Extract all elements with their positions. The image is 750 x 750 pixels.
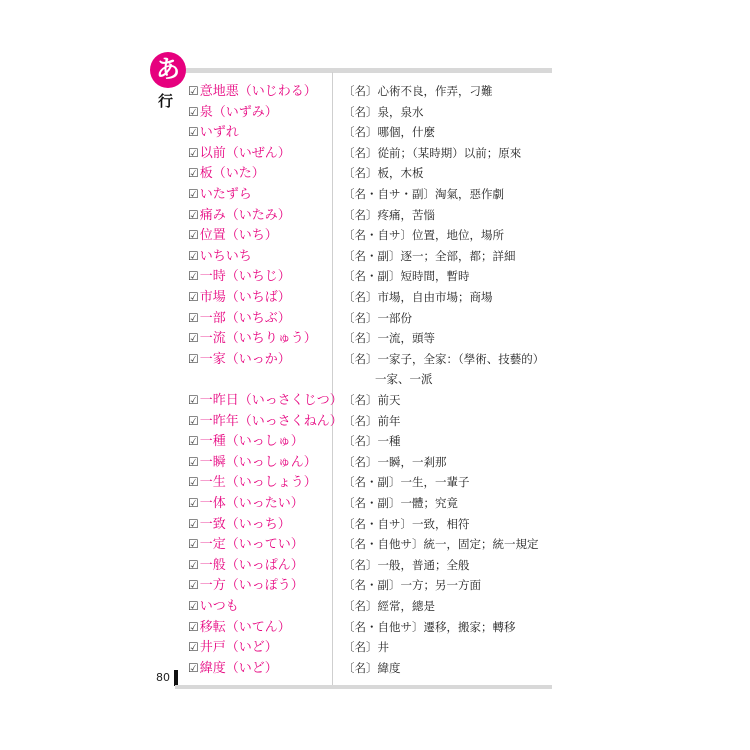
vocab-definition: 〔名・副〕短時間，暫時 [343,269,470,284]
vocab-term-text: いちいち [199,248,252,264]
vocab-row [0,472,750,493]
vocab-row [0,575,750,596]
vocab-row [0,102,750,123]
vocab-row [0,617,750,638]
vocab-row [0,328,750,349]
vocab-term [188,534,304,555]
vocab-row [0,81,750,102]
vocab-term [188,287,291,308]
vocab-definition: 〔名〕一般，普通；全般 [343,557,470,572]
vocab-definition: 〔名〕井 [343,640,389,655]
vocab-term [188,596,239,617]
vocab-term [188,102,278,123]
vocab-row [0,514,750,535]
checkbox-icon[interactable]: ☑ [188,331,199,346]
vocab-row [0,205,750,226]
checkbox-icon[interactable]: ☑ [188,351,199,366]
vocab-term-text: 一流（いちりゅう） [199,331,317,347]
vocab-term [188,493,304,514]
vocab-definition: 〔名〕心術不良，作弄，刁難 [343,84,493,98]
vocab-term [188,349,291,370]
vocab-term [188,411,343,432]
vocab-definition: 〔名〕一家子，全家：（學術、技藝的） [343,351,545,366]
vocab-row [0,287,750,308]
vocab-term [188,184,252,205]
vocab-definition: 〔名・副〕逐一；全部，都；詳細 [343,248,516,263]
checkbox-icon[interactable]: ☑ [188,393,199,407]
vocab-row [0,122,750,143]
vocab-term-text: 一種（いっしゅ） [199,434,304,450]
vocab-definition: 〔名〕泉，泉水 [343,104,424,119]
vocab-term [188,308,291,329]
vocab-term [188,555,304,576]
checkbox-icon[interactable]: ☑ [188,145,199,160]
vocab-term-text: 一昨日（いっさくじつ） [199,393,343,408]
vocab-definition-continued: 一家、一派 [375,372,433,387]
bottom-rule [175,685,552,689]
vocab-row [0,555,750,576]
checkbox-icon[interactable]: ☑ [188,269,199,284]
checkbox-icon[interactable]: ☑ [188,454,199,469]
vocab-definition: 〔名〕哪個，什麼 [343,125,435,140]
vocab-definition: 〔名〕緯度 [343,660,401,675]
vocab-term-text: いつも [199,599,239,614]
vocab-definition: 〔名〕經常，總是 [343,599,435,613]
vocab-row [0,143,750,164]
vocab-term [188,163,265,184]
vocab-term-text: 痛み（いたみ） [199,207,291,223]
checkbox-icon[interactable]: ☑ [188,166,199,181]
vocab-term [188,225,278,246]
checkbox-icon[interactable]: ☑ [188,496,199,510]
vocab-definition: 〔名〕市場，自由市場；商場 [343,290,493,304]
vocab-definition: 〔名〕一部份 [343,310,412,325]
page-number: 80 [156,671,170,684]
vocab-row [0,163,750,184]
vocab-term [188,390,343,411]
vocab-definition: 〔名・副〕一方；另一方面 [343,578,481,593]
vocab-term-text: 一体（いったい） [199,496,304,511]
vocab-definition: 〔名・自他サ〕統一，固定；統一規定 [343,537,539,552]
checkbox-icon[interactable]: ☑ [188,104,199,119]
vocab-term-text: 一定（いってい） [199,537,304,553]
vocab-definition: 〔名・自サ・副〕淘氣，惡作劇 [343,187,504,201]
checkbox-icon[interactable]: ☑ [188,310,199,325]
vocab-term-text: いたずら [199,187,252,202]
checkbox-icon[interactable]: ☑ [188,619,199,634]
checkbox-icon[interactable]: ☑ [188,207,199,222]
vocab-term-text: 一部（いちぶ） [199,310,291,326]
vocab-term-text: 一昨年（いっさくねん） [199,413,343,429]
section-label: 行 [158,92,174,110]
vocab-term-text: 一瞬（いっしゅん） [199,454,317,470]
page-marker [174,670,178,686]
vocab-term-text: 以前（いぜん） [199,145,291,161]
vocab-row [0,596,750,617]
vocab-term-text: 板（いた） [199,166,265,182]
vocab-term [188,266,291,287]
vocab-term [188,452,317,473]
vocab-term-text: 泉（いずみ） [199,104,278,120]
vocab-definition: 〔名〕從前；（某時期）以前；原來 [343,145,522,160]
vocab-term [188,617,291,638]
vocab-term-text: 位置（いち） [199,228,278,244]
vocab-row [0,452,750,473]
vocab-row [0,637,750,658]
vocab-definition: 〔名〕疼痛，苦惱 [343,207,435,222]
vocab-term-text: 一生（いっしょう） [199,475,317,491]
vocab-row [0,308,750,329]
checkbox-icon[interactable]: ☑ [188,557,199,572]
vocab-term-text: 一致（いっち） [199,516,291,532]
vocab-row [0,493,750,514]
vocab-definition: 〔名・副〕一體；究竟 [343,496,458,510]
vocab-row [0,266,750,287]
vocab-term [188,143,291,164]
checkbox-icon[interactable]: ☑ [188,516,199,531]
vocab-definition: 〔名〕前年 [343,413,401,428]
checkbox-icon[interactable]: ☑ [188,434,199,449]
vocab-term-text: 井戸（いど） [199,640,278,656]
vocab-term [188,637,278,658]
vocab-definition: 〔名〕一種 [343,434,401,449]
vocab-definition: 〔名・自サ〕位置，地位，場所 [343,228,504,243]
vocab-definition: 〔名・自サ〕一致，相符 [343,516,470,531]
vocab-term [188,431,304,452]
vocab-term [188,246,252,267]
vocab-term [188,205,291,226]
vocab-row [0,390,750,411]
checkbox-icon[interactable]: ☑ [188,187,199,201]
vocab-definition: 〔名〕前天 [343,393,401,407]
checkbox-icon[interactable]: ☑ [188,84,199,98]
vocab-row [0,431,750,452]
vocab-term [188,658,278,679]
checkbox-icon[interactable]: ☑ [188,290,199,304]
vocab-row [0,225,750,246]
vocab-definition: 〔名〕一流，頭等 [343,331,435,346]
vocab-term [188,514,291,535]
checkbox-icon[interactable]: ☑ [188,475,199,490]
vocab-definition: 〔名・副〕一生，一輩子 [343,475,470,490]
checkbox-icon[interactable]: ☑ [188,537,199,552]
checkbox-icon[interactable]: ☑ [188,125,199,140]
kana-badge: あ [150,52,186,88]
vocab-row [0,184,750,205]
vocab-term-text: 一時（いちじ） [199,269,291,285]
vocab-definition: 〔名〕一瞬，一剎那 [343,454,447,469]
vocab-row [0,411,750,432]
checkbox-icon[interactable]: ☑ [188,660,199,675]
vocab-row [0,349,750,387]
vocab-definition: 〔名〕板，木板 [343,166,424,181]
checkbox-icon[interactable]: ☑ [188,640,199,655]
vocab-row [0,658,750,679]
checkbox-icon[interactable]: ☑ [188,413,199,428]
vocab-term [188,575,304,596]
vocab-term-text: いずれ [199,125,239,141]
vocab-term [188,472,317,493]
vocab-definition: 〔名・自他サ〕遷移，搬家；轉移 [343,619,516,634]
vocab-row [0,534,750,555]
vocab-term [188,328,317,349]
checkbox-icon[interactable]: ☑ [188,599,199,613]
vocab-term [188,122,239,143]
checkbox-icon[interactable]: ☑ [188,578,199,593]
vocab-term-text: 緯度（いど） [199,660,278,676]
vocab-term-text: 市場（いちば） [199,290,291,305]
top-rule [175,68,552,73]
checkbox-icon[interactable]: ☑ [188,248,199,263]
vocab-term-text: 移転（いてん） [199,619,291,635]
vocab-row [0,246,750,267]
checkbox-icon[interactable]: ☑ [188,228,199,243]
vocab-term-text: 一家（いっか） [199,351,291,367]
vocab-term-text: 一般（いっぱん） [199,557,304,573]
vocab-term-text: 意地悪（いじわる） [199,84,317,99]
vocab-term [188,81,317,102]
vocab-term-text: 一方（いっぽう） [199,578,304,594]
